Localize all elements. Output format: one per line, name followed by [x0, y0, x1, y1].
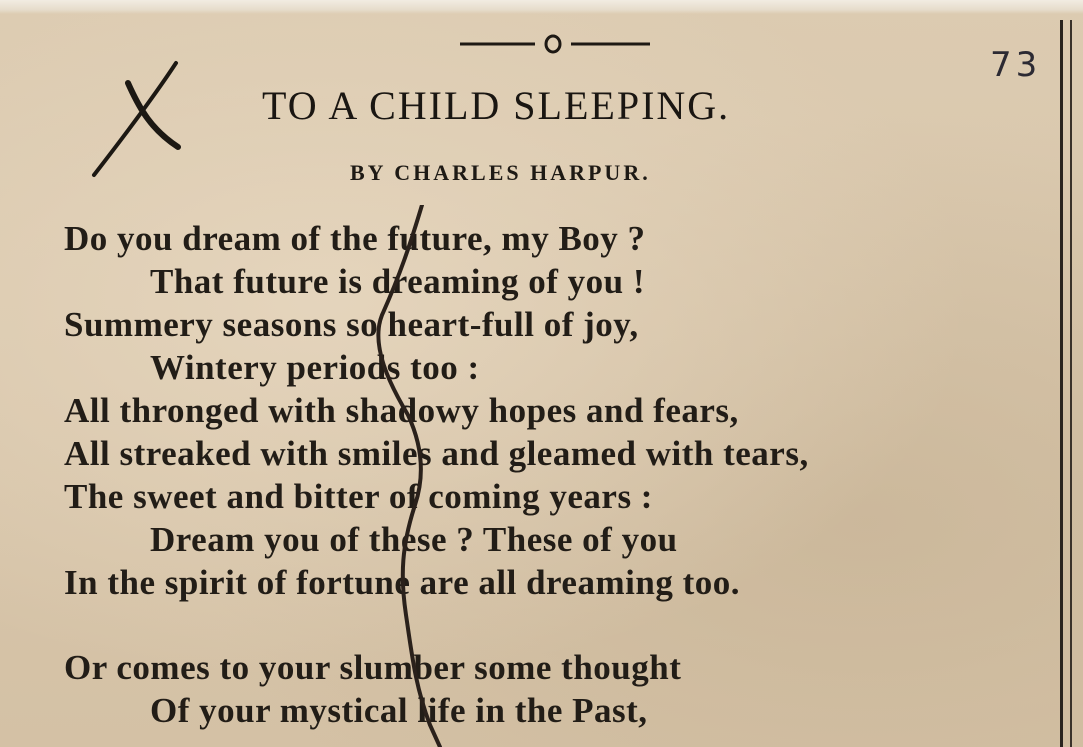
- poem-line: Summery seasons so heart-full of joy,: [64, 305, 639, 344]
- handwritten-cross-mark-icon: [90, 55, 190, 180]
- poem-line: Dream you of these ? These of you: [150, 520, 678, 559]
- poem-line: Wintery periods too :: [150, 348, 480, 387]
- poem-line: Or comes to your slumber some thought: [64, 648, 682, 687]
- column-rule: [1060, 20, 1063, 747]
- paper-top-edge: [0, 0, 1083, 14]
- poem-line: Of your mystical life in the Past,: [150, 691, 648, 730]
- poem-line: In the spirit of fortune are all dreaming too.: [64, 563, 740, 602]
- column-rule-thin: [1070, 20, 1072, 747]
- poem-byline: BY CHARLES HARPUR.: [350, 160, 651, 185]
- poem-line: Do you dream of the future, my Boy ?: [64, 219, 646, 258]
- poem-title: TO A CHILD SLEEPING.: [262, 83, 731, 128]
- ornament-divider: [460, 34, 650, 54]
- poem-line: That future is dreaming of you !: [150, 262, 646, 301]
- handwritten-page-number: 73: [990, 45, 1042, 85]
- poem-line: All thronged with shadowy hopes and fears,: [64, 391, 739, 430]
- poem-line: The sweet and bitter of coming years :: [64, 477, 653, 516]
- poem-line: All streaked with smiles and gleamed with tears,: [64, 434, 809, 473]
- ink-fold-line-icon: [330, 205, 480, 747]
